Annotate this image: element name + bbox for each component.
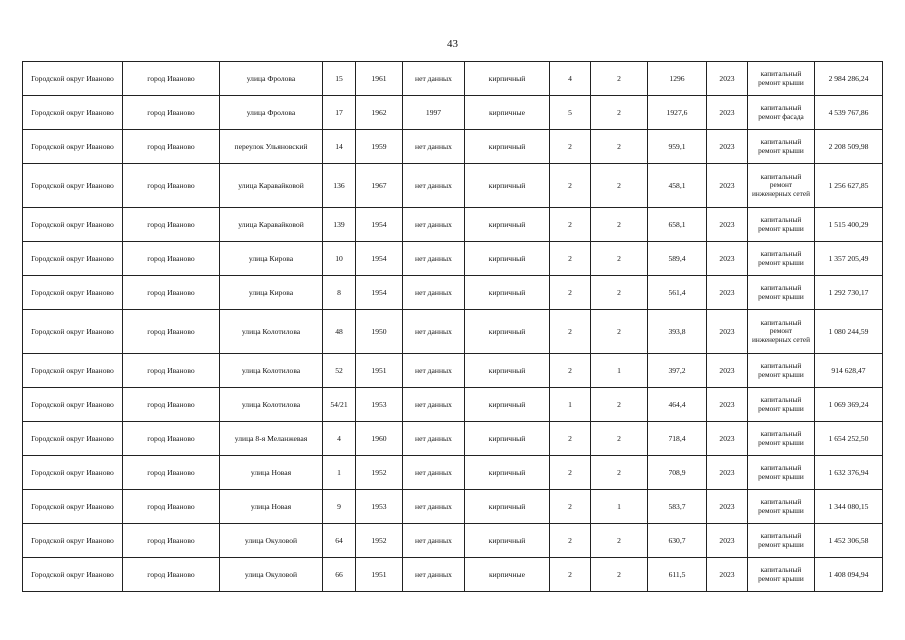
table-row — [23, 164, 883, 208]
entrances-cell: 2 — [591, 96, 648, 130]
plan-year-cell: 2023 — [707, 208, 748, 242]
work-type-cell: капитальный ремонт крыши — [748, 490, 815, 524]
district-cell: Городской округ Иваново — [23, 276, 123, 310]
floors-cell: 2 — [550, 310, 591, 354]
cost-cell: 1 515 400,29 — [815, 208, 883, 242]
city-cell: город Иваново — [123, 524, 220, 558]
housing-registry-table — [22, 61, 883, 592]
year-renovation-cell: нет данных — [403, 164, 465, 208]
work-type-cell: капитальный ремонт инженерных сетей — [748, 310, 815, 354]
cost-cell: 1 292 730,17 — [815, 276, 883, 310]
plan-year-cell: 2023 — [707, 242, 748, 276]
district-cell: Городской округ Иваново — [23, 456, 123, 490]
year-built-cell: 1959 — [356, 130, 403, 164]
table-row — [23, 422, 883, 456]
floors-cell: 2 — [550, 276, 591, 310]
house-number-cell: 15 — [323, 62, 356, 96]
plan-year-cell: 2023 — [707, 96, 748, 130]
street-cell: улица Каравайковой — [220, 164, 323, 208]
floors-cell: 2 — [550, 208, 591, 242]
registry-body — [23, 62, 883, 592]
wall-material-cell: кирпичный — [465, 242, 550, 276]
city-cell: город Иваново — [123, 388, 220, 422]
area-cell: 959,1 — [648, 130, 707, 164]
wall-material-cell: кирпичный — [465, 208, 550, 242]
cost-cell: 914 628,47 — [815, 354, 883, 388]
area-cell: 1927,6 — [648, 96, 707, 130]
street-cell: улица Окуловой — [220, 524, 323, 558]
year-built-cell: 1960 — [356, 422, 403, 456]
area-cell: 464,4 — [648, 388, 707, 422]
house-number-cell: 48 — [323, 310, 356, 354]
area-cell: 583,7 — [648, 490, 707, 524]
entrances-cell: 2 — [591, 388, 648, 422]
house-number-cell: 66 — [323, 558, 356, 592]
city-cell: город Иваново — [123, 242, 220, 276]
street-cell: улица Окуловой — [220, 558, 323, 592]
cost-cell: 1 654 252,50 — [815, 422, 883, 456]
table-row — [23, 130, 883, 164]
year-renovation-cell: нет данных — [403, 354, 465, 388]
year-renovation-cell: нет данных — [403, 422, 465, 456]
table-row — [23, 276, 883, 310]
cost-cell: 1 256 627,85 — [815, 164, 883, 208]
entrances-cell: 2 — [591, 310, 648, 354]
city-cell: город Иваново — [123, 62, 220, 96]
street-cell: улица Новая — [220, 456, 323, 490]
plan-year-cell: 2023 — [707, 164, 748, 208]
street-cell: улица Кирова — [220, 242, 323, 276]
year-renovation-cell: нет данных — [403, 130, 465, 164]
work-type-cell: капитальный ремонт крыши — [748, 276, 815, 310]
table-row — [23, 62, 883, 96]
district-cell: Городской округ Иваново — [23, 62, 123, 96]
work-type-cell: капитальный ремонт крыши — [748, 422, 815, 456]
street-cell: улица Колотилова — [220, 388, 323, 422]
wall-material-cell: кирпичный — [465, 130, 550, 164]
area-cell: 589,4 — [648, 242, 707, 276]
street-cell: улица Новая — [220, 490, 323, 524]
year-built-cell: 1961 — [356, 62, 403, 96]
year-built-cell: 1954 — [356, 208, 403, 242]
table-row — [23, 456, 883, 490]
year-renovation-cell: нет данных — [403, 456, 465, 490]
wall-material-cell: кирпичные — [465, 96, 550, 130]
entrances-cell: 2 — [591, 130, 648, 164]
plan-year-cell: 2023 — [707, 558, 748, 592]
entrances-cell: 2 — [591, 276, 648, 310]
year-built-cell: 1952 — [356, 456, 403, 490]
table-row — [23, 242, 883, 276]
year-renovation-cell: нет данных — [403, 62, 465, 96]
floors-cell: 2 — [550, 490, 591, 524]
city-cell: город Иваново — [123, 130, 220, 164]
floors-cell: 4 — [550, 62, 591, 96]
district-cell: Городской округ Иваново — [23, 130, 123, 164]
district-cell: Городской округ Иваново — [23, 524, 123, 558]
year-renovation-cell: нет данных — [403, 242, 465, 276]
work-type-cell: капитальный ремонт крыши — [748, 62, 815, 96]
district-cell: Городской округ Иваново — [23, 242, 123, 276]
district-cell: Городской округ Иваново — [23, 96, 123, 130]
year-built-cell: 1954 — [356, 242, 403, 276]
street-cell: улица Каравайковой — [220, 208, 323, 242]
street-cell: переулок Ульяновский — [220, 130, 323, 164]
district-cell: Городской округ Иваново — [23, 164, 123, 208]
cost-cell: 1 080 244,59 — [815, 310, 883, 354]
work-type-cell: капитальный ремонт крыши — [748, 558, 815, 592]
wall-material-cell: кирпичный — [465, 524, 550, 558]
entrances-cell: 2 — [591, 62, 648, 96]
year-built-cell: 1953 — [356, 388, 403, 422]
city-cell: город Иваново — [123, 276, 220, 310]
floors-cell: 2 — [550, 422, 591, 456]
entrances-cell: 2 — [591, 208, 648, 242]
house-number-cell: 4 — [323, 422, 356, 456]
wall-material-cell: кирпичный — [465, 354, 550, 388]
city-cell: город Иваново — [123, 96, 220, 130]
entrances-cell: 1 — [591, 490, 648, 524]
wall-material-cell: кирпичный — [465, 388, 550, 422]
table-row — [23, 490, 883, 524]
entrances-cell: 2 — [591, 242, 648, 276]
year-renovation-cell: нет данных — [403, 388, 465, 422]
house-number-cell: 54/21 — [323, 388, 356, 422]
work-type-cell: капитальный ремонт крыши — [748, 242, 815, 276]
entrances-cell: 1 — [591, 354, 648, 388]
table-row — [23, 208, 883, 242]
floors-cell: 5 — [550, 96, 591, 130]
city-cell: город Иваново — [123, 456, 220, 490]
wall-material-cell: кирпичный — [465, 310, 550, 354]
district-cell: Городской округ Иваново — [23, 422, 123, 456]
district-cell: Городской округ Иваново — [23, 310, 123, 354]
year-built-cell: 1953 — [356, 490, 403, 524]
cost-cell: 1 357 205,49 — [815, 242, 883, 276]
year-built-cell: 1952 — [356, 524, 403, 558]
area-cell: 561,4 — [648, 276, 707, 310]
area-cell: 611,5 — [648, 558, 707, 592]
work-type-cell: капитальный ремонт крыши — [748, 354, 815, 388]
wall-material-cell: кирпичный — [465, 164, 550, 208]
year-built-cell: 1951 — [356, 354, 403, 388]
street-cell: улица Фролова — [220, 62, 323, 96]
street-cell: улица Кирова — [220, 276, 323, 310]
entrances-cell: 2 — [591, 164, 648, 208]
house-number-cell: 14 — [323, 130, 356, 164]
plan-year-cell: 2023 — [707, 422, 748, 456]
table-row — [23, 388, 883, 422]
wall-material-cell: кирпичный — [465, 62, 550, 96]
city-cell: город Иваново — [123, 490, 220, 524]
table-row — [23, 524, 883, 558]
street-cell: улица Фролова — [220, 96, 323, 130]
house-number-cell: 1 — [323, 456, 356, 490]
work-type-cell: капитальный ремонт крыши — [748, 388, 815, 422]
floors-cell: 2 — [550, 524, 591, 558]
work-type-cell: капитальный ремонт инженерных сетей — [748, 164, 815, 208]
floors-cell: 1 — [550, 388, 591, 422]
house-number-cell: 9 — [323, 490, 356, 524]
entrances-cell: 2 — [591, 456, 648, 490]
table-row — [23, 354, 883, 388]
entrances-cell: 2 — [591, 558, 648, 592]
district-cell: Городской округ Иваново — [23, 388, 123, 422]
street-cell: улица Колотилова — [220, 354, 323, 388]
cost-cell: 1 452 306,58 — [815, 524, 883, 558]
work-type-cell: капитальный ремонт крыши — [748, 456, 815, 490]
floors-cell: 2 — [550, 164, 591, 208]
house-number-cell: 64 — [323, 524, 356, 558]
year-renovation-cell: 1997 — [403, 96, 465, 130]
cost-cell: 2 984 286,24 — [815, 62, 883, 96]
area-cell: 1296 — [648, 62, 707, 96]
plan-year-cell: 2023 — [707, 490, 748, 524]
area-cell: 630,7 — [648, 524, 707, 558]
year-built-cell: 1950 — [356, 310, 403, 354]
year-renovation-cell: нет данных — [403, 524, 465, 558]
work-type-cell: капитальный ремонт крыши — [748, 130, 815, 164]
house-number-cell: 10 — [323, 242, 356, 276]
area-cell: 397,2 — [648, 354, 707, 388]
table-row — [23, 96, 883, 130]
floors-cell: 2 — [550, 242, 591, 276]
wall-material-cell: кирпичный — [465, 422, 550, 456]
entrances-cell: 2 — [591, 422, 648, 456]
year-built-cell: 1962 — [356, 96, 403, 130]
city-cell: город Иваново — [123, 164, 220, 208]
table-row — [23, 558, 883, 592]
area-cell: 393,8 — [648, 310, 707, 354]
floors-cell: 2 — [550, 558, 591, 592]
cost-cell: 2 208 509,98 — [815, 130, 883, 164]
wall-material-cell: кирпичный — [465, 276, 550, 310]
plan-year-cell: 2023 — [707, 524, 748, 558]
cost-cell: 1 408 094,94 — [815, 558, 883, 592]
district-cell: Городской округ Иваново — [23, 490, 123, 524]
house-number-cell: 17 — [323, 96, 356, 130]
table-row — [23, 310, 883, 354]
city-cell: город Иваново — [123, 422, 220, 456]
city-cell: город Иваново — [123, 310, 220, 354]
year-built-cell: 1951 — [356, 558, 403, 592]
cost-cell: 1 069 369,24 — [815, 388, 883, 422]
work-type-cell: капитальный ремонт фасада — [748, 96, 815, 130]
wall-material-cell: кирпичные — [465, 558, 550, 592]
plan-year-cell: 2023 — [707, 130, 748, 164]
city-cell: город Иваново — [123, 208, 220, 242]
house-number-cell: 136 — [323, 164, 356, 208]
plan-year-cell: 2023 — [707, 310, 748, 354]
year-renovation-cell: нет данных — [403, 208, 465, 242]
page-number: 43 — [447, 38, 458, 50]
cost-cell: 1 344 080,15 — [815, 490, 883, 524]
floors-cell: 2 — [550, 456, 591, 490]
year-renovation-cell: нет данных — [403, 310, 465, 354]
floors-cell: 2 — [550, 130, 591, 164]
entrances-cell: 2 — [591, 524, 648, 558]
year-renovation-cell: нет данных — [403, 558, 465, 592]
plan-year-cell: 2023 — [707, 388, 748, 422]
district-cell: Городской округ Иваново — [23, 354, 123, 388]
district-cell: Городской округ Иваново — [23, 558, 123, 592]
area-cell: 658,1 — [648, 208, 707, 242]
city-cell: город Иваново — [123, 558, 220, 592]
plan-year-cell: 2023 — [707, 456, 748, 490]
wall-material-cell: кирпичный — [465, 490, 550, 524]
plan-year-cell: 2023 — [707, 276, 748, 310]
cost-cell: 1 632 376,94 — [815, 456, 883, 490]
house-number-cell: 139 — [323, 208, 356, 242]
year-renovation-cell: нет данных — [403, 276, 465, 310]
work-type-cell: капитальный ремонт крыши — [748, 208, 815, 242]
floors-cell: 2 — [550, 354, 591, 388]
city-cell: город Иваново — [123, 354, 220, 388]
area-cell: 708,9 — [648, 456, 707, 490]
house-number-cell: 8 — [323, 276, 356, 310]
year-renovation-cell: нет данных — [403, 490, 465, 524]
wall-material-cell: кирпичный — [465, 456, 550, 490]
street-cell: улица Колотилова — [220, 310, 323, 354]
work-type-cell: капитальный ремонт крыши — [748, 524, 815, 558]
area-cell: 718,4 — [648, 422, 707, 456]
plan-year-cell: 2023 — [707, 62, 748, 96]
year-built-cell: 1967 — [356, 164, 403, 208]
street-cell: улица 8-я Меланжевая — [220, 422, 323, 456]
area-cell: 458,1 — [648, 164, 707, 208]
year-built-cell: 1954 — [356, 276, 403, 310]
plan-year-cell: 2023 — [707, 354, 748, 388]
house-number-cell: 52 — [323, 354, 356, 388]
district-cell: Городской округ Иваново — [23, 208, 123, 242]
cost-cell: 4 539 767,86 — [815, 96, 883, 130]
